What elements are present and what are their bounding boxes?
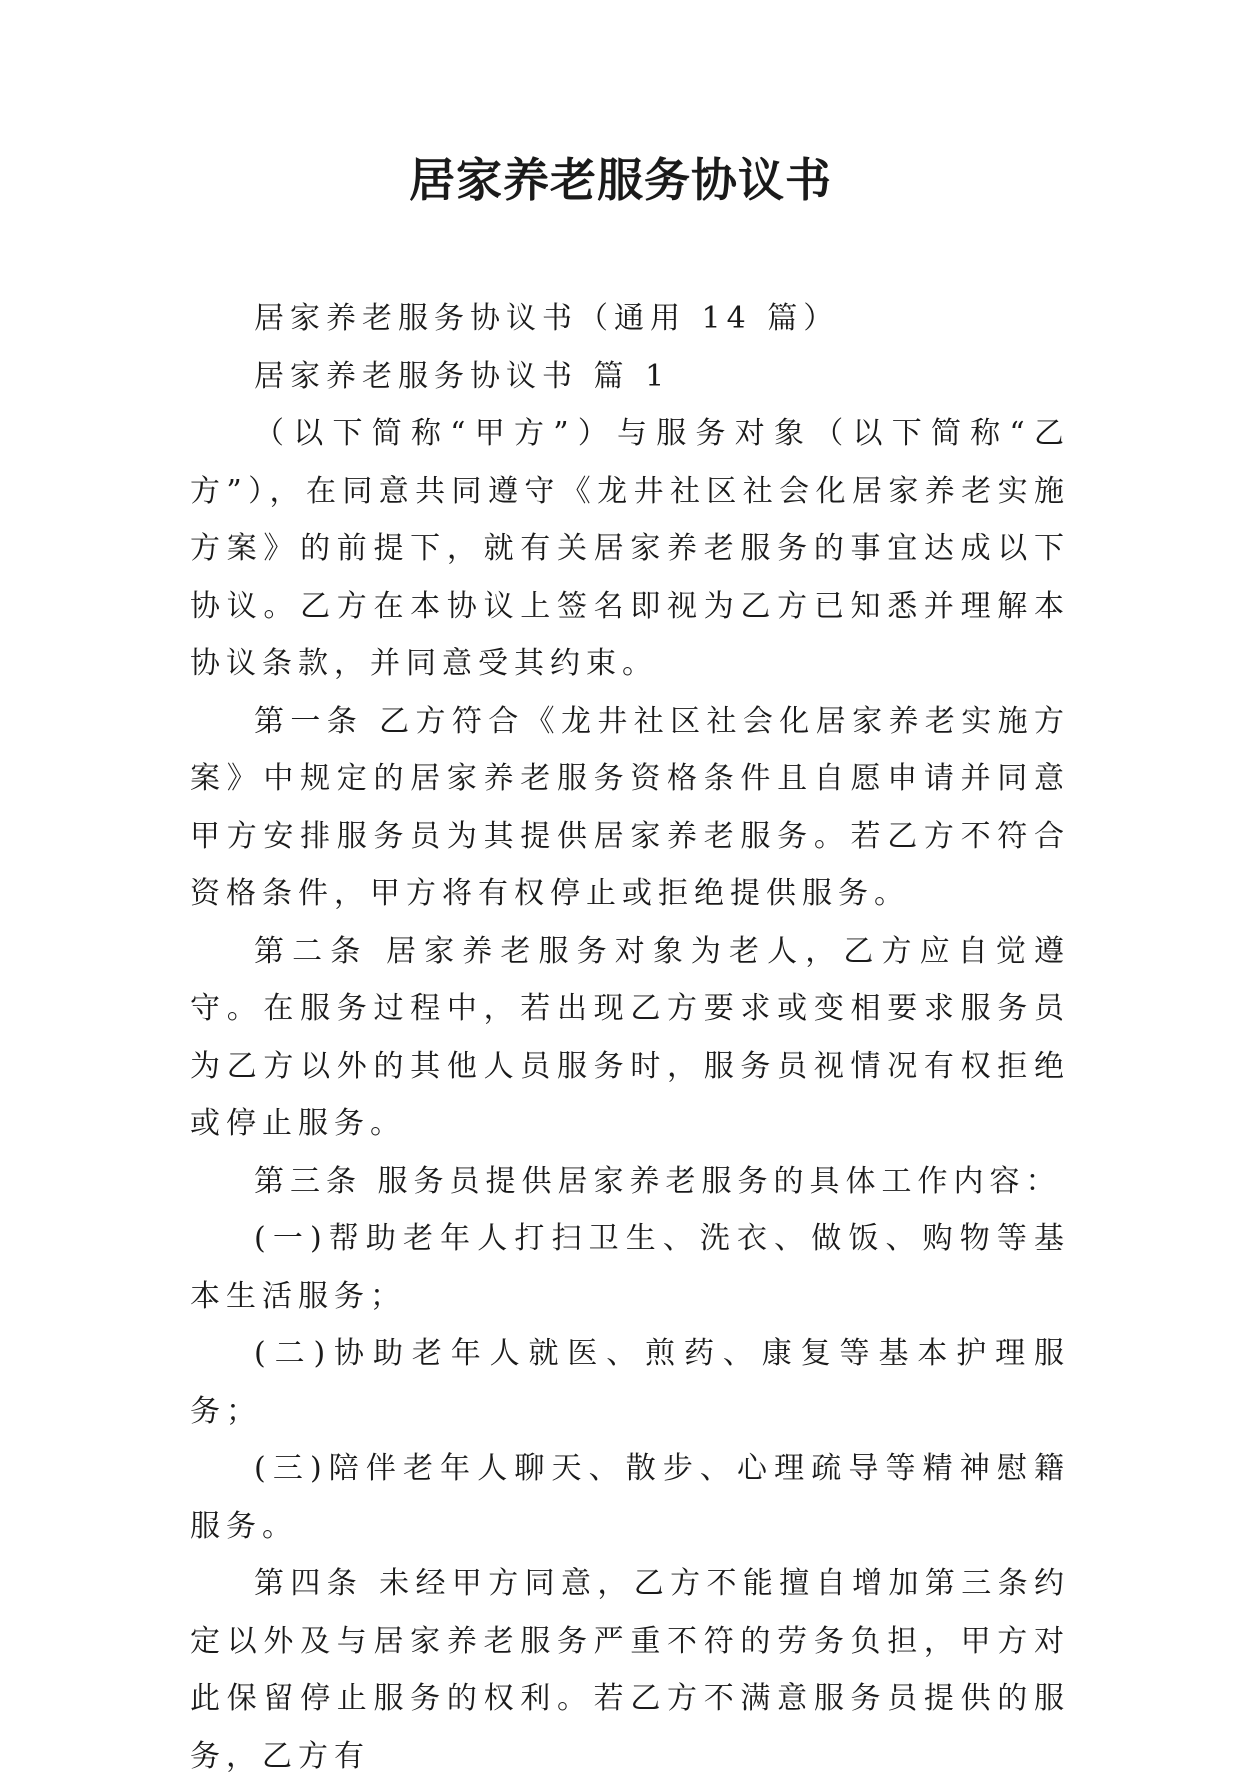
paragraph-article-3: 第三条 服务员提供居家养老服务的具体工作内容： [254,1163,1062,1199]
paragraph-section-heading: 居家养老服务协议书 篇 1 [254,358,671,394]
paragraph-article-4: 第四条 未经甲方同意，乙方不能擅自增加第三条约定以外及与居家养老服务严重不符的劳务负担，甲方对此保留停止服务的权利。若乙方不满意服务员提供的服务，乙方有 [190,1566,1070,1774]
paragraph-article-2: 第二条 居家养老服务对象为老人，乙方应自觉遵守。在服务过程中，若出现乙方要求或变相要求服务员为乙方以外的其他人员服务时，服务员视情况有权拒绝或停止服务。 [190,933,1070,1141]
paragraph-item-1: (一)帮助老年人打扫卫生、洗衣、做饭、购物等基本生活服务； [190,1221,1070,1314]
paragraph-item-3: (三)陪伴老年人聊天、散步、心理疏导等精神慰籍服务。 [190,1451,1070,1544]
paragraph-article-1: 第一条 乙方符合《龙井社区社会化居家养老实施方案》中规定的居家养老服务资格条件且自愿申请并同意甲方安排服务员为其提供居家养老服务。若乙方不符合资格条件，甲方将有权停止或拒绝提供服务。 [190,703,1070,911]
paragraph-item-2: (二)协助老年人就医、煎药、康复等基本护理服务； [190,1336,1070,1429]
document-body [190,290,1070,1785]
paragraph-collection-title: 居家养老服务协议书（通用 14 篇） [254,301,840,336]
paragraph-preamble: （以下简称“甲方”）与服务对象（以下简称“乙方”），在同意共同遵守《龙井社区社会化居家养老实施方案》的前提下，就有关居家养老服务的事宜达成以下协议。乙方在本协议上签名即视为乙方已知悉并理解本协议条款，并同意受其约束。 [190,416,1070,681]
document-title: 居家养老服务协议书 [409,153,832,207]
